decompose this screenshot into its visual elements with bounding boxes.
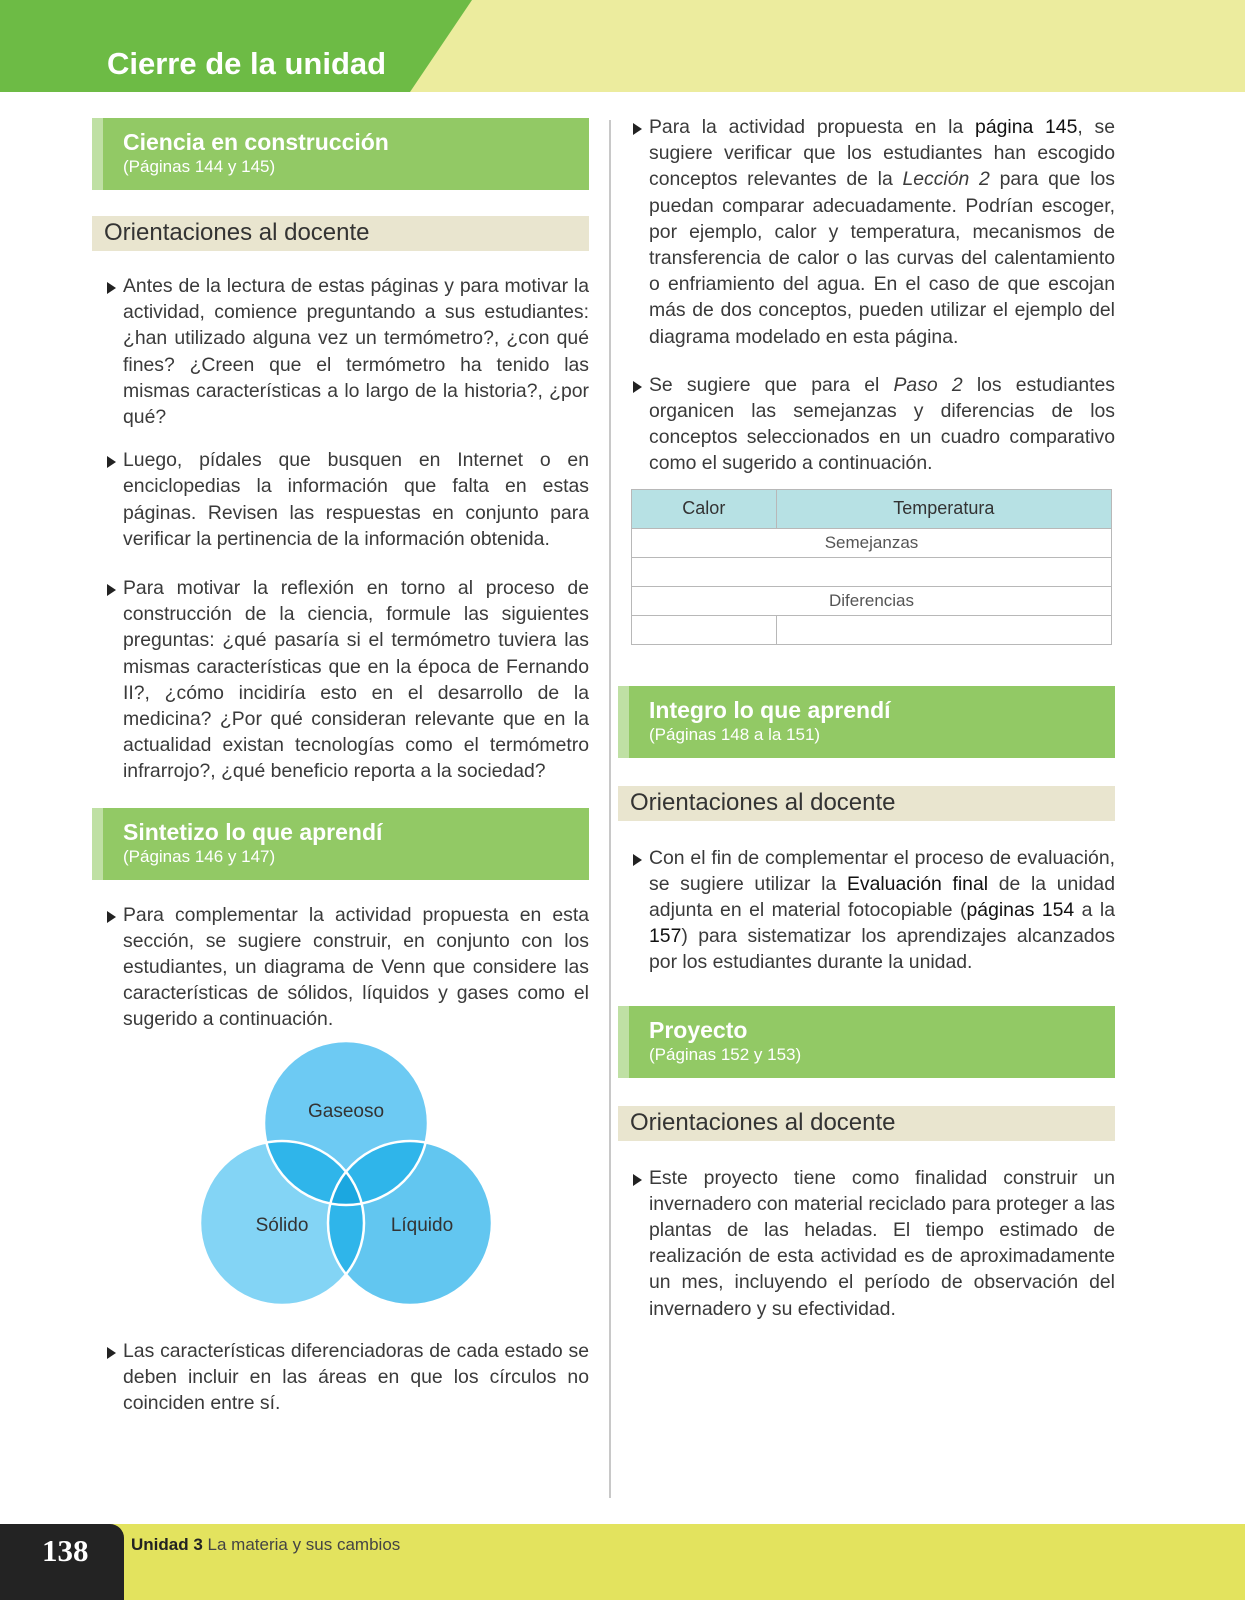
section-title: Proyecto [649, 1016, 748, 1043]
table-header-calor: Calor [632, 489, 777, 528]
text-run: para que los puedan comparar adecuadamente. Podrían escoger, por ejemplo, calor y temperatura, mecanismos de transferencia de calor o las curvas del calentamiento o enfriamiento del agua. En el caso de que escojan más de dos conceptos, pueden utilizar el ejemplo del diagrama modelado en esta página. [649, 168, 1115, 348]
lesson-reference: Lección 2 [902, 168, 990, 191]
table-row-semejanzas: Semejanzas [632, 528, 1112, 557]
text-run: de la unidad adjunta en el material fotocopiable ( [649, 872, 1115, 922]
bullet-text [649, 847, 1115, 974]
section-banner-sintetizo [92, 808, 589, 880]
bullet-arrow-icon [633, 381, 642, 393]
venn-label-gaseoso: Gaseoso [307, 1101, 385, 1122]
text-run: Con el fin de complementar el proceso de evaluación, se sugiere utilizar la [649, 846, 1115, 895]
unit-label: Unidad 3 [131, 1535, 203, 1554]
table-row-diferencias: Diferencias [632, 586, 1112, 615]
comparison-table [631, 489, 1112, 645]
text-run: ) para sistematizar los aprendizajes alcanzados por los estudiantes durante la unidad. [649, 925, 1115, 974]
bullet-item [92, 1338, 589, 1417]
section-pages: (Páginas 144 y 145) [123, 157, 276, 176]
bullet-arrow-icon [107, 282, 116, 294]
orientation-heading: Orientaciones al docente [92, 216, 589, 251]
section-banner-ciencia [92, 118, 589, 190]
table-empty-cell [632, 615, 777, 644]
footer-unit-title [131, 1535, 400, 1555]
page-reference: páginas 154 [966, 899, 1075, 922]
section-title: Ciencia en construcción [123, 129, 389, 155]
evaluation-reference: Evaluación final [846, 872, 989, 895]
bullet-arrow-icon [107, 1347, 116, 1359]
bullet-arrow-icon [633, 854, 642, 866]
section-pages: (Páginas 152 y 153) [649, 1044, 802, 1064]
page-title: Cierre de la unidad [107, 46, 387, 81]
bullet-text: Antes de la lectura de estas páginas y para motivar la actividad, comience preguntando a sus estudiantes: ¿han utilizado alguna vez un termómetro?, ¿con qué fines? ¿Creen que el termómetro ha tenido las mismas características a lo largo de la historia?, ¿por qué? [123, 275, 589, 429]
bullet-item [618, 372, 1115, 477]
bullet-item [92, 447, 589, 552]
bullet-text: Este proyecto tiene como finalidad construir un invernadero con material reciclado para proteger a las plantas de las heladas. El tiempo estimado de realización de esta actividad es de aproximadamente un mes, incluyendo el período de observación del invernadero y su efectividad. [649, 1166, 1115, 1320]
text-run: , se sugiere verificar que los estudiantes han escogido conceptos relevantes de la [649, 116, 1115, 191]
bullet-text: Las características diferenciadoras de cada estado se deben incluir en las áreas en que los círculos no coinciden entre sí. [123, 1340, 589, 1415]
section-banner-integro [618, 686, 1115, 758]
orientation-heading: Orientaciones al docente [618, 1106, 1115, 1141]
text-run: Para la actividad propuesta en la [649, 116, 976, 138]
venn-label-solido: Sólido [255, 1215, 309, 1236]
section-pages: (Páginas 146 y 147) [123, 846, 276, 866]
bullet-item [92, 273, 589, 430]
section-title: Sintetizo lo que aprendí [123, 818, 383, 845]
bullet-item [92, 575, 589, 785]
table-empty-cell [776, 615, 1111, 644]
bullet-text: Para complementar la actividad propuesta en esta sección, se sugiere construir, en conjunto con los estudiantes, un diagrama de Venn que considere las características de sólidos, líquidos y gases como el sugerido a continuación. [123, 903, 589, 1031]
bullet-arrow-icon [107, 456, 116, 468]
section-title: Integro lo que aprendí [649, 696, 891, 723]
bullet-arrow-icon [633, 1174, 642, 1186]
venn-diagram [200, 1040, 500, 1316]
section-banner-proyecto [618, 1006, 1115, 1078]
right-column [618, 114, 1115, 1322]
bullet-item [92, 902, 589, 1033]
page-reference: página 145 [975, 116, 1078, 138]
text-run: a la [1074, 899, 1115, 922]
venn-label-liquido: Líquido [390, 1215, 454, 1236]
bullet-text [649, 116, 1115, 348]
table-empty-cell [632, 557, 1112, 586]
bullet-arrow-icon [107, 911, 116, 923]
column-divider [609, 120, 611, 1498]
text-run: Se sugiere que para el [649, 373, 894, 396]
page-number: 138 [42, 1533, 89, 1568]
bullet-item [618, 1165, 1115, 1322]
bullet-text [649, 374, 1115, 475]
bullet-arrow-icon [633, 123, 642, 135]
text-run: los estudiantes organicen las semejanzas y diferencias de los conceptos seleccionados en un cuadro comparativo como el sugerido a continuación. [649, 373, 1115, 475]
step-reference: Paso 2 [893, 373, 963, 396]
left-column [92, 118, 589, 1033]
comparison-table-wrapper [618, 489, 1115, 645]
bullet-arrow-icon [107, 584, 116, 596]
table-header-temperatura: Temperatura [776, 489, 1111, 528]
bullet-text: Para motivar la reflexión en torno al proceso de construcción de la ciencia, formule las siguientes preguntas: ¿qué pasaría si el termómetro tuviera las mismas características que en la época de Fernando II?, ¿cómo incidiría esto en el desarrollo de la medicina? ¿Por qué consideran relevante que en la actualidad existan tecnologías como el termómetro infrarrojo?, ¿qué beneficio reporta a la sociedad? [123, 577, 589, 783]
section-pages: (Páginas 148 a la 151) [649, 724, 821, 744]
left-column-bottom [92, 1338, 589, 1417]
bullet-item [618, 114, 1115, 350]
page-reference: 157 [649, 925, 682, 948]
unit-title: La materia y sus cambios [207, 1535, 401, 1554]
orientation-heading: Orientaciones al docente [618, 786, 1115, 821]
bullet-text: Luego, pídales que busquen en Internet o en enciclopedias la información que falta en estas páginas. Revisen las respuestas en conjunto para verificar la pertinencia de la información obtenida. [123, 449, 589, 550]
bullet-item [618, 845, 1115, 976]
